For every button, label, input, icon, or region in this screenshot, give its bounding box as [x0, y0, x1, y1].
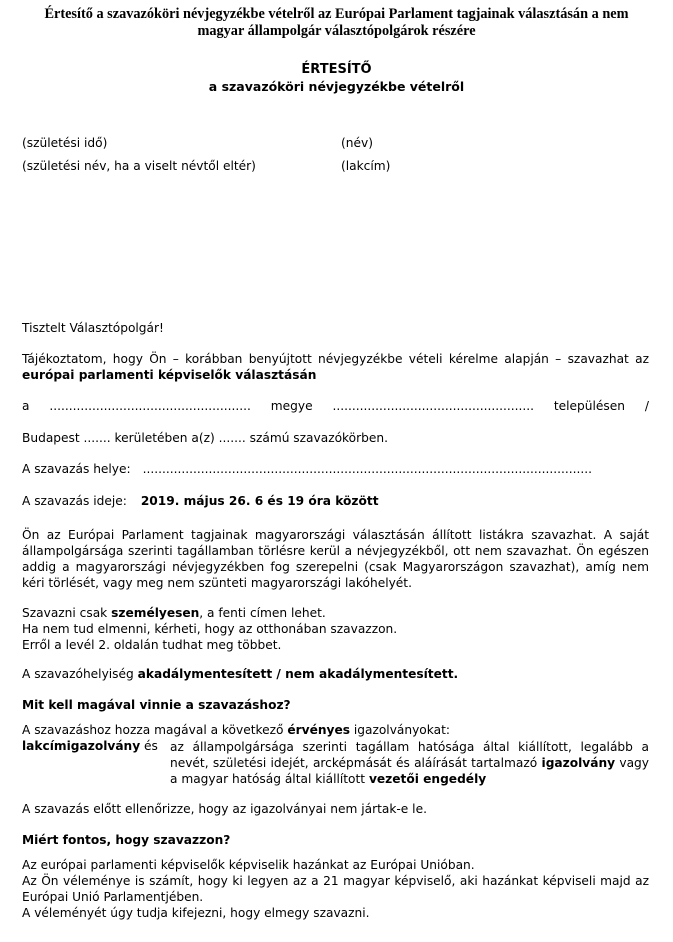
settlement-label: településen: [553, 399, 625, 413]
voting-time-label: A szavazás ideje:: [22, 494, 127, 508]
notice-subtitle: a szavazóköri névjegyzékbe vételről: [208, 79, 465, 94]
bring-heading: Mit kell magával vinnie a szavazáshoz?: [22, 698, 291, 712]
documents-check: A szavazás előtt ellenőrizze, hogy az igazolványai nem jártak-e le.: [22, 802, 427, 816]
polling-place: [22, 462, 592, 476]
polling-place-label: A szavazás helye:: [22, 462, 131, 476]
personal-line-3: Erről a levél 2. oldalán tudhat meg többet.: [22, 638, 282, 652]
name-label: (név): [341, 136, 373, 150]
address-card-label: lakcímigazolvány és: [22, 739, 158, 753]
polling-place-blank: ....................................................................................................................: [142, 462, 593, 476]
header-line-1: Értesítő a szavazóköri névjegyzékbe vételről az Európai Parlament tagjainak választásán a nem: [44, 6, 629, 22]
why-line-1: Az európai parlamenti képviselők képviselik hazánkat az Európai Unióban.: [22, 858, 475, 872]
intro-election: európai parlamenti képviselők választásán: [22, 368, 317, 382]
voting-time-value: 2019. május 26. 6 és 19 óra között: [140, 494, 379, 508]
voting-time: [22, 494, 379, 508]
accessibility-line: A szavazóhelyiség akadálymentesített / nem akadálymentesített.: [22, 667, 459, 681]
location-slash: /: [644, 399, 649, 413]
documents-description: az állampolgársága szerinti tagállam hatósága által kiállított, legalább a nevét, születési idejét, arcképmását és aláírását tartalmazó igazolvány vagy a magyar hatóság által kiállított vezetői engedély: [170, 740, 649, 786]
why-line-2: Az Ön véleménye is számít, hogy ki legyen az a 21 magyar képviselő, aki hazánkat képviseli majd az Európai Unió Parlamentjében.: [22, 874, 649, 904]
why-line-3: A véleményét úgy tudja kifejezni, hogy elmegy szavazni.: [22, 906, 370, 920]
greeting: Tisztelt Választópolgár!: [22, 321, 164, 335]
birth-name-label: (születési név, ha a viselt névtől eltér): [22, 159, 256, 173]
intro-paragraph: [22, 351, 649, 383]
accessibility-status: akadálymentesített / nem akadálymentesített.: [137, 667, 459, 681]
driving-license-text: vezetői engedély: [368, 772, 487, 786]
county-label: megye: [270, 399, 313, 413]
document-header: [20, 6, 653, 40]
settlement-blank: ....................................................: [332, 399, 534, 413]
county-blank: ....................................................: [49, 399, 251, 413]
header-line-2: magyar állampolgár választópolgárok részére: [197, 23, 476, 39]
location-line: [22, 399, 649, 413]
personal-line-2: Ha nem tud elmenni, kérheti, hogy az otthonában szavazzon.: [22, 622, 398, 636]
valid-text: érvényes: [287, 723, 350, 737]
documents-intro: A szavazáshoz hozza magával a következő érvényes igazolványokat:: [22, 723, 450, 737]
personal-line-1: Szavazni csak személyesen, a fenti címen lehet.: [22, 606, 326, 620]
location-a: a: [22, 399, 30, 413]
birth-date-label: (születési idő): [22, 136, 108, 150]
address-label: (lakcím): [341, 159, 391, 173]
eligibility-paragraph: Ön az Európai Parlament tagjainak magyarországi választásán állított listákra szavazhat. A saját állampolgársága szerinti tagállamban törlésre kerül a névjegyzékből, ott nem szavazhat. Ön egészen addig a magyarországi névjegyzékben fog szerepelni (csak Magyarországon szavazhat), amíg nem kéri törlését, vagy meg nem szünteti magyarországi lakóhelyét.: [22, 528, 649, 590]
notice-title: ÉRTESÍTŐ: [301, 62, 372, 77]
personal-voting-paragraph: [22, 605, 649, 653]
id-card-text: igazolvány: [541, 756, 616, 770]
intro-text: Tájékoztatom, hogy Ön – korábban benyújtott névjegyzékbe vételi kérelme alapján – szavazhat az: [22, 352, 649, 366]
why-paragraph: [22, 857, 649, 921]
why-heading: Miért fontos, hogy szavazzon?: [22, 833, 231, 847]
in-person-text: személyesen: [111, 606, 200, 620]
district-line: Budapest ....... kerületében a(z) ....... számú szavazókörben.: [22, 431, 388, 445]
